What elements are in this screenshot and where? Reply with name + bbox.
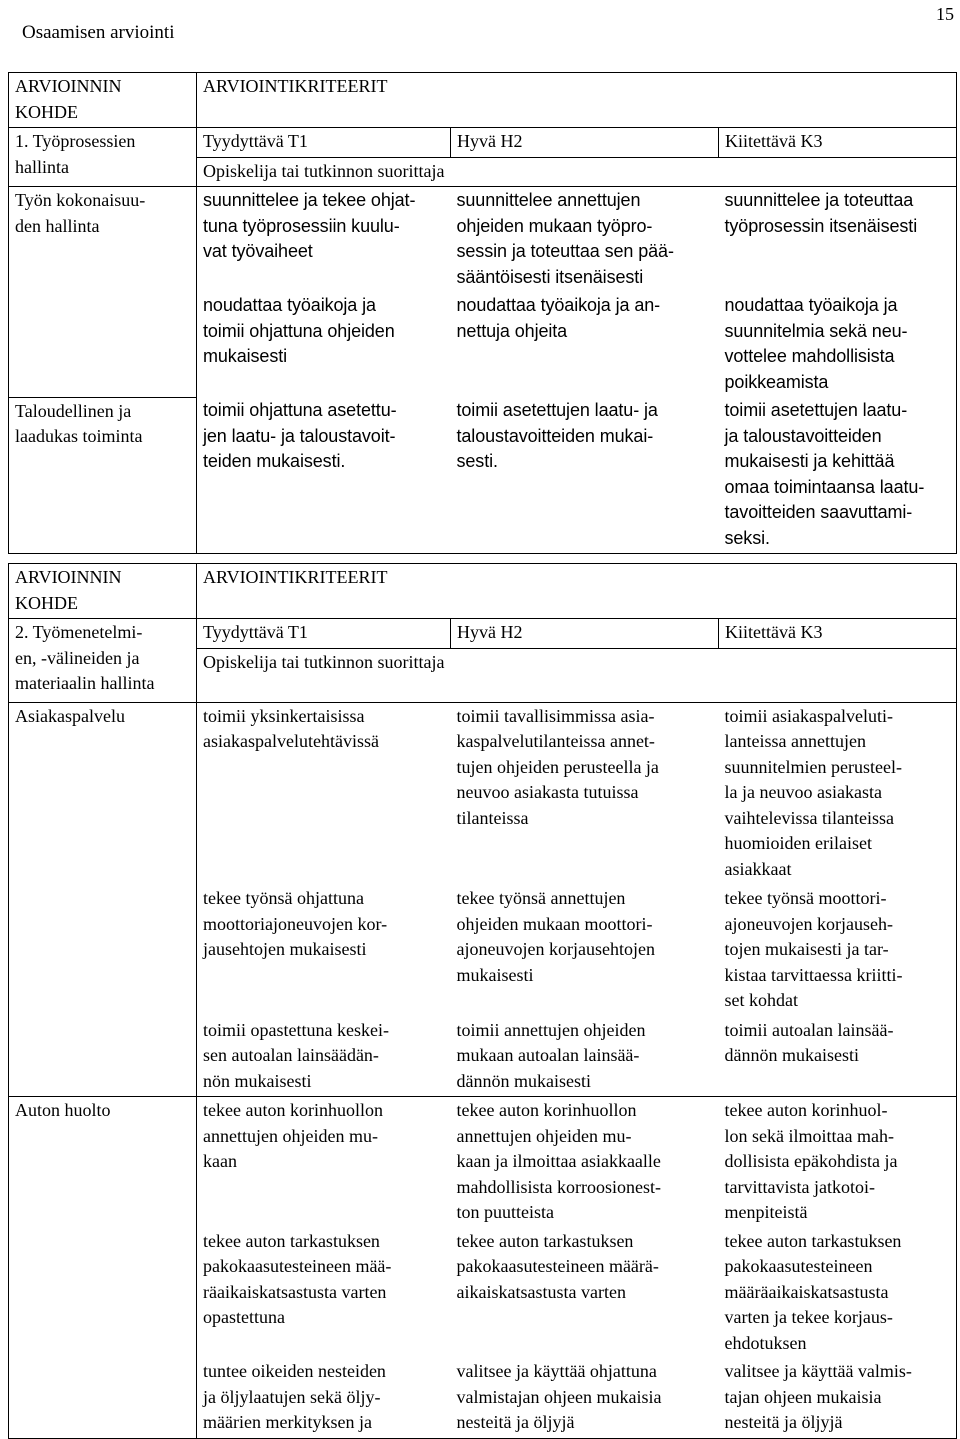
criteria-h2-cell: tekee työnsä annettujen ohjeiden mukaan moottori- ajoneuvojen korjausehtojen mukaisesti: [456, 888, 655, 985]
levels-row: [9, 128, 957, 158]
criteria-h2-cell: noudattaa työaikoja ja an- nettuja ohjeita: [456, 295, 661, 341]
criteria-t1-cell: tekee auton tarkastuksen pakokaasutesteineen mää- räaikaiskatsastusta varten opastettuna: [197, 1228, 451, 1359]
criteria-k3-cell: toimii asetettujen laatu- ja taloustavoitteiden mukaisesti ja kehittää omaa toimintaansa laatu- tavoitteiden saavuttami- seksi.: [719, 397, 957, 554]
target-cell: Asiakaspalvelu: [9, 702, 197, 884]
target-cell: Taloudellinen ja laadukas toiminta: [9, 397, 197, 554]
table-row: [9, 187, 957, 293]
target-cell: [9, 1016, 197, 1097]
target-cell: Työn kokonaisuu- den hallinta: [9, 187, 197, 293]
target-label-cell: ARVIOINNIN KOHDE: [9, 73, 197, 128]
criteria-h2-cell: toimii annettujen ohjeiden mukaan autoalan lainsää- dännön mukaisesti: [451, 1016, 719, 1097]
criteria-table-2: [8, 563, 957, 1439]
table-header-row: [9, 564, 957, 619]
criteria-h2-cell: suunnittelee annettujen ohjeiden mukaan työpro- sessin ja toteuttaa sen pää- sääntöisesti itsenäisesti: [451, 187, 719, 293]
target-cell: [9, 1228, 197, 1359]
target-cell: [9, 1358, 197, 1438]
criteria-t1-cell: toimii yksinkertaisissa asiakaspalvelutehtävissä: [197, 702, 451, 884]
criteria-k3-cell: toimii asiakaspalveluti- lanteissa annettujen suunnitelmien perusteel- la ja neuvoo asiakasta vaihtelevissa tilanteissa huomioiden erilaiset asiakkaat: [719, 702, 957, 884]
page-number: 15: [936, 4, 954, 24]
target-label-cell: ARVIOINNIN KOHDE: [9, 564, 197, 619]
level-h2: Hyvä H2: [451, 128, 719, 158]
criteria-h2-cell: toimii tavallisimmissa asia- kaspalvelutilanteissa annet- tujen ohjeiden perusteella ja neuvoo asiakasta tutuissa tilanteissa: [451, 702, 719, 884]
table-header-row: [9, 73, 957, 128]
level-t1: Tyydyttävä T1: [197, 619, 451, 649]
criteria-label-cell: ARVIOINTIKRITEERIT: [197, 73, 957, 128]
criteria-k3-cell: noudattaa työaikoja ja suunnitelmia sekä neu- vottelee mahdollisista poikkeamista: [719, 292, 957, 397]
criteria-t1-cell: noudattaa työaikoja ja toimii ohjattuna ohjeiden mukaisesti: [197, 292, 451, 397]
criteria-h2-cell: tekee auton korinhuollon annettujen ohjeiden mu- kaan ja ilmoittaa asiakkaalle mahdollisista korroosionest- ton puutteista: [451, 1097, 719, 1228]
criteria-t1-cell: tekee työnsä ohjattuna moottoriajoneuvojen kor- jausehtojen mukaisesti: [197, 884, 451, 1016]
criteria-h2-cell: tekee auton tarkastuksen pakokaasutesteineen määrä- aikaiskatsastusta varten: [456, 1230, 659, 1302]
criteria-t1-cell: tekee auton korinhuollon annettujen ohjeiden mu- kaan: [197, 1097, 451, 1228]
level-h2: Hyvä H2: [451, 619, 719, 649]
level-k3: Kiitettävä K3: [719, 128, 957, 158]
section-title-cell: 2. Työmenetelmi- en, -välineiden ja materiaalin hallinta: [9, 619, 197, 703]
table-row: [9, 884, 957, 1016]
table-row: [9, 397, 957, 554]
criteria-table-1: [8, 72, 957, 554]
criteria-t1-cell: tuntee oikeiden nesteiden ja öljylaatujen sekä öljy- määrien merkityksen ja: [197, 1358, 451, 1438]
criteria-k3-cell: suunnittelee ja toteuttaa työprosessin itsenäisesti: [719, 187, 957, 293]
criteria-k3-cell: tekee työnsä moottori- ajoneuvojen korjauseh- tojen mukaisesti ja tar- kistaa tarvittaessa kriitti- set kohdat: [719, 884, 957, 1016]
criteria-h2-cell: toimii asetettujen laatu- ja taloustavoitteiden mukai- sesti.: [451, 397, 719, 554]
target-cell: [9, 292, 197, 397]
criteria-t1-cell: toimii opastettuna keskei- sen autoalan lainsäädän- nön mukaisesti: [197, 1016, 451, 1097]
criteria-t1-cell: suunnittelee ja tekee ohjat- tuna työprosessiin kuulu- vat työvaiheet: [197, 187, 451, 293]
table-row: [9, 292, 957, 397]
table-row: [9, 702, 957, 884]
level-k3: Kiitettävä K3: [719, 619, 957, 649]
criteria-h2-cell: valitsee ja käyttää ohjattuna valmistajan ohjeen mukaisia nesteitä ja öljyjä: [451, 1358, 719, 1438]
table-row: [9, 1016, 957, 1097]
criteria-label-cell: ARVIOINTIKRITEERIT: [197, 564, 957, 619]
criteria-k3-cell: toimii autoalan lainsää- dännön mukaisesti: [719, 1016, 957, 1097]
criteria-k3-cell: tekee auton korinhuol- lon sekä ilmoittaa mah- dollisista epäkohdista ja tarvittavista jatkotoi- menpiteistä: [719, 1097, 957, 1228]
target-cell: Auton huolto: [9, 1097, 197, 1228]
page-header-title: Osaamisen arviointi: [22, 22, 175, 43]
target-cell: [9, 884, 197, 1016]
subject-cell: Opiskelija tai tutkinnon suorittaja: [197, 648, 957, 702]
criteria-k3-cell: valitsee ja käyttää valmis- tajan ohjeen mukaisia nesteitä ja öljyjä: [719, 1358, 957, 1438]
level-t1: Tyydyttävä T1: [197, 128, 451, 158]
levels-row: [9, 619, 957, 649]
section-title-cell: 1. Työprosessien hallinta: [9, 128, 197, 187]
criteria-k3-cell: tekee auton tarkastuksen pakokaasutesteineen määräaikaiskatsastusta varten ja tekee korjaus- ehdotuksen: [719, 1228, 957, 1359]
table-row: [9, 1097, 957, 1228]
criteria-t1-cell: toimii ohjattuna asetettu- jen laatu- ja taloustavoit- teiden mukaisesti.: [197, 397, 451, 554]
table-row: [9, 1228, 957, 1359]
subject-cell: Opiskelija tai tutkinnon suorittaja: [197, 157, 957, 187]
table-row: [9, 1358, 957, 1438]
